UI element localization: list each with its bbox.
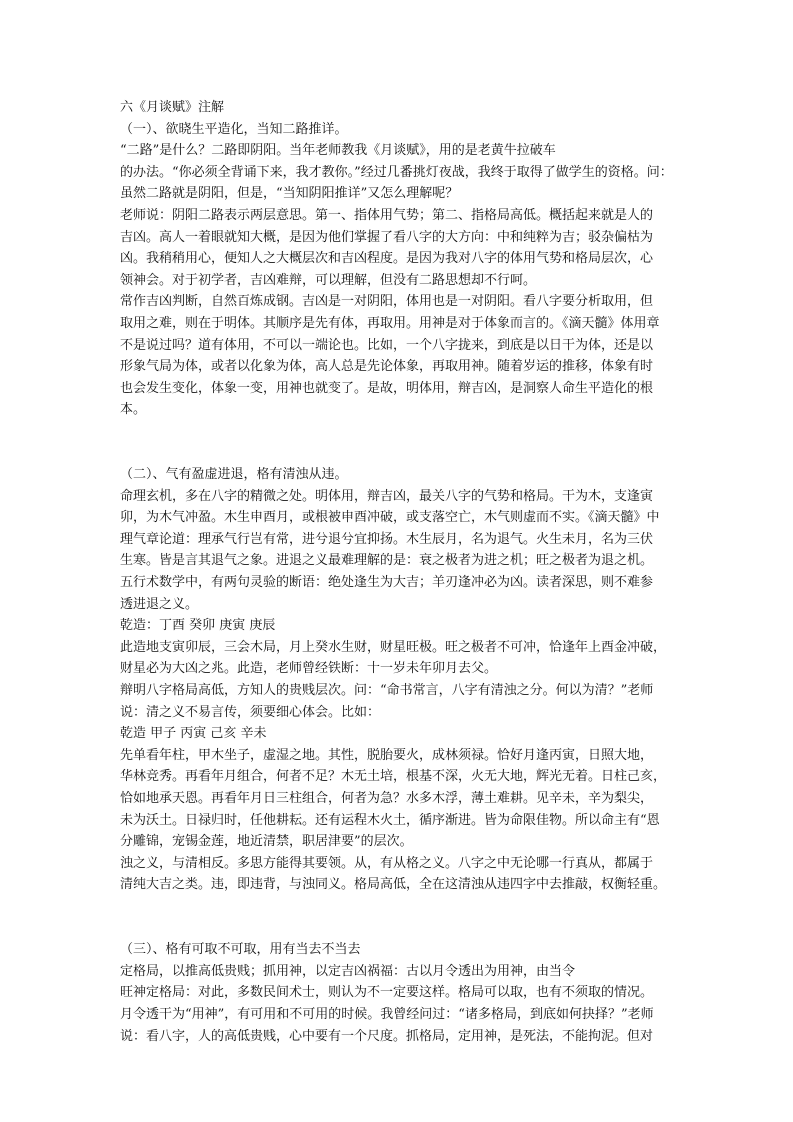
text-line: 命理玄机，多在八字的精微之处。明体用，辩吉凶，最关八字的气势和格局。干为木，支逢寅 (120, 488, 654, 504)
text-line: 先单看年柱，甲木坐子，虚湿之地。其性，脱胎要火，成林须禄。恰好月逢丙寅，日照大地， (120, 747, 654, 763)
text-line: 乾造：丁酉 癸卯 庚寅 庚辰 (120, 618, 276, 634)
section-3 (120, 939, 685, 1047)
section-heading: （一）、欲晓生平造化，当知二路推详。 (120, 121, 348, 137)
section-3-body (120, 961, 685, 1047)
text-line: 未为沃土。日禄归时，任他耕耘。还有运程木火土，循序渐进。皆为命限佳物。所以命主有“恩 (120, 812, 660, 828)
text-line: 旺神定格局：对此，多数民间术士，则认为不一定要这样。格局可以取，也有不须取的情况。 (120, 985, 654, 1001)
section-2 (120, 464, 685, 896)
text-line: 的办法。“你必须全背诵下来，我才教你。”经过几番挑灯夜战，我终于取得了做学生的资格。问： (120, 164, 673, 180)
text-line: 取用之难，则在于明体。其顺序是先有体，再取用。用神是对于体象而言的。《滴天髓》体用章 (120, 315, 660, 331)
document-body (120, 97, 685, 1047)
text-line: 形象气局为体，或者以化象为体，高人总是先论体象，再取用神。随着岁运的推移，体象有时 (120, 359, 654, 375)
spacer (120, 421, 685, 443)
section-1 (120, 119, 685, 421)
text-line: 华林竞秀。再看年月组合，何者不足？木无土培，根基不深，火无大地，辉光无着。日柱己亥， (120, 769, 667, 785)
text-line: 月令透干为“用神”，有可用和不可用的时候。我曾经问过：“诸多格局，到底如何抉择？”老师 (120, 1006, 654, 1022)
text-line: 浊之义，与清相反。多思方能得其要领。从，有从格之义。八字之中无论哪一行真从，都属于 (120, 855, 654, 871)
text-line: 老师说：阴阳二路表示两层意思。第一、指体用气势；第二、指格局高低。概括起来就是人的 (120, 207, 654, 223)
spacer (120, 443, 685, 465)
text-line: 说：看八字，人的高低贵贱，心中要有一个尺度。抓格局，定用神，是死法，不能拘泥。但对 (120, 1028, 654, 1044)
text-line: 财星必为大凶之兆。此造，老师曾经铁断：十一岁未年卯月去父。 (120, 661, 498, 677)
spacer (120, 896, 685, 918)
section-2-body (120, 486, 685, 896)
text-line: 吉凶。高人一着眼就知大概，是因为他们掌握了看八字的大方向：中和纯粹为吉；驳杂偏枯为 (120, 229, 654, 245)
text-line: 虽然二路就是阴阳，但是，“当知阴阳推详”又怎么理解呢？ (120, 186, 459, 202)
text-line: 辩明八字格局高低，方知人的贵贱层次。问：“命书常言，八字有清浊之分。何以为清？”老师 (120, 683, 654, 699)
spacer (120, 918, 685, 940)
text-line: 透进退之义。 (120, 596, 199, 612)
text-line: 理气章论道：理承气行岂有常，进兮退兮宜抑扬。木生辰月，名为退气。火生未月，名为三伏 (120, 531, 654, 547)
text-line: 五行术数学中，有两句灵验的断语：绝处逢生为大吉；羊刃逢冲必为凶。读者深思，则不难参 (120, 575, 654, 591)
text-line: 凶。我稍稍用心，便知人之大概层次和吉凶程度。是因为我对八字的体用气势和格局层次，心 (120, 251, 654, 267)
text-line: 也会发生变化，体象一变，用神也就变了。是故，明体用，辩吉凶，是洞察人命生平造化的根 (120, 380, 654, 396)
text-line: 分雕锦，宠锡金莲，地近清禁，职居津要”的层次。 (120, 834, 413, 850)
text-line: “二路”是什么？二路即阴阳。当年老师教我《月谈赋》，用的是老黄牛拉破车 (120, 143, 556, 159)
section-heading: （二）、气有盈虚进退，格有清浊从违。 (120, 467, 348, 483)
text-line: 恰如地承天恩。再看年月日三柱组合，何者为急？水多木浮，薄土难耕。见辛未，辛为梨尖， (120, 791, 654, 806)
text-line: 此造地支寅卯辰，三会木局，月上癸水生财，财星旺极。旺之极者不可冲，恰逢年上酉金冲破， (120, 639, 667, 655)
section-1-body (120, 140, 685, 421)
text-line: 生寒。皆是言其退气之象。进退之义最难理解的是：衰之极者为进之机；旺之极者为退之机。 (120, 553, 654, 569)
text-line: 常作吉凶判断，自然百炼成钢。吉凶是一对阴阳，体用也是一对阴阳。看八字要分析取用，但 (120, 294, 654, 310)
text-line: 不是说过吗？道有体用，不可以一端论也。比如，一个八字拢来，到底是以日干为体，还是以 (120, 337, 654, 353)
section-heading: （三）、格有可取不可取，用有当去不当去 (120, 942, 361, 958)
text-line: 清纯大吉之类。违，即违背，与浊同义。格局高低，全在这清浊从违四字中去推敲，权衡轻重。 (120, 877, 667, 893)
document-title: 六《月谈赋》注解 (120, 100, 225, 115)
text-line: 本。 (120, 402, 147, 418)
text-line: 定格局，以推高低贵贱；抓用神，以定吉凶祸福：古以月令透出为用神，由当令 (120, 963, 576, 979)
text-line: 说：清之义不易言传，须要细心体会。比如： (120, 704, 381, 720)
text-line: 卯，为木气冲盈。木生申酉月，或根被申酉冲破，或支落空亡，木气则虚而不实。《滴天髓》中 (120, 510, 660, 526)
text-line: 领神会。对于初学者，吉凶难辩，可以理解，但没有二路思想却不行呵。 (120, 272, 537, 288)
text-line: 乾造 甲子 丙寅 己亥 辛未 (120, 726, 267, 742)
